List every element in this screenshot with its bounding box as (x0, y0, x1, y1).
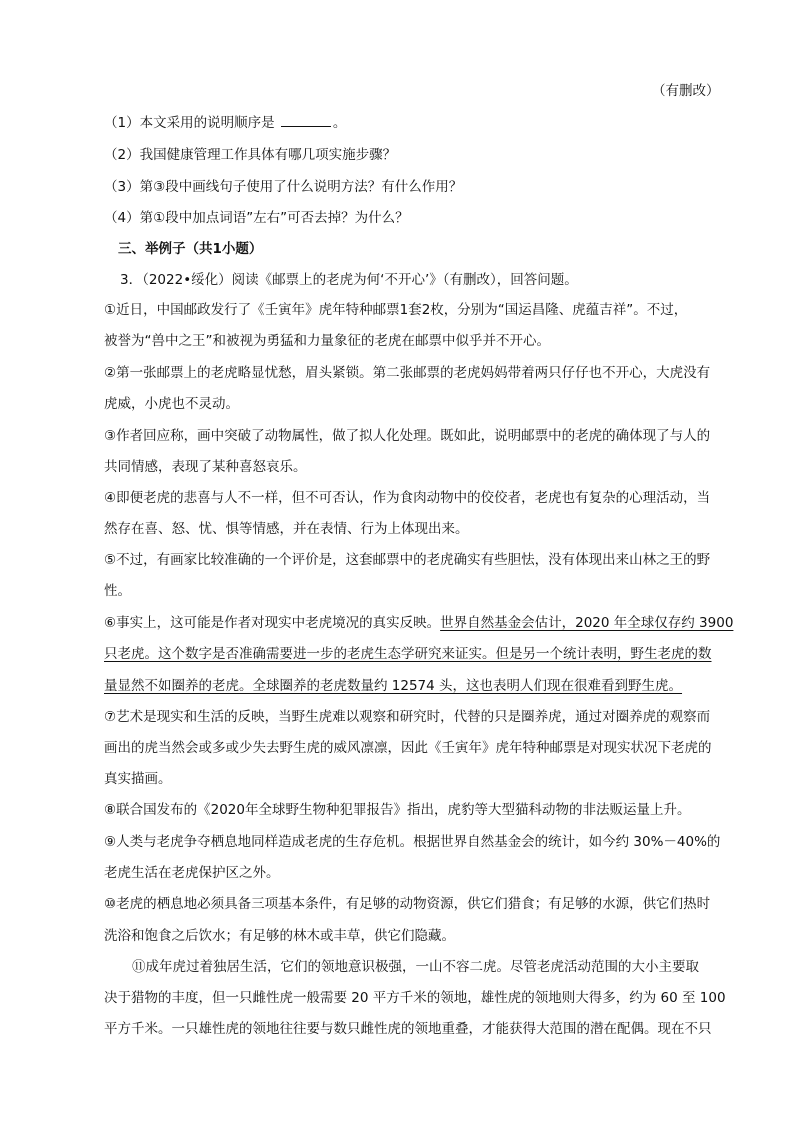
paragraph-10-line-1: ⑩老虎的栖息地必须具备三项基本条件，有足够的动物资源，供它们猎食；有足够的水源，供它们热时 (104, 896, 711, 912)
paragraph-9-line-2: 老虎生活在老虎保护区之外。 (104, 865, 280, 881)
paragraph-6-plain: ⑥事实上，这可能是作者对现实中老虎境况的真实反映。 (104, 615, 441, 631)
paragraph-5-line-2: 性。 (104, 583, 131, 599)
paragraph-11-line-2: 决于猎物的丰度，但一只雌性虎一般需要 20 平方千米的领地，雄性虎的领地则大得多，约为 60 至 100 (104, 990, 726, 1006)
paragraph-1-line-1: ①近日，中国邮政发行了《壬寅年》虎年特种邮票1套2枚，分别为“国运昌隆、虎蕴吉祥”。不过， (104, 302, 688, 318)
paragraph-4-line-2: 然存在喜、怒、忧、惧等情感，并在表情、行为上体现出来。 (104, 521, 469, 537)
section-heading: 三、举例子（共1小题） (118, 241, 263, 257)
paragraph-3-line-2: 共同情感，表现了某种喜怒哀乐。 (104, 459, 307, 475)
question-1-text: （1）本文采用的说明顺序是 (104, 115, 279, 131)
paragraph-6-line-2: 只老虎。这个数字是否准确需要进一步的老虎生态学研究来证实。但是另一个统计表明，野生老虎的数 (104, 646, 712, 662)
paragraph-11-line-3: 平方千米。一只雄性虎的领地往往要与数只雌性虎的领地重叠，才能获得大范围的潜在配偶。现在不只 (104, 1021, 712, 1037)
paragraph-10-line-2: 洗浴和饱食之后饮水；有足够的林木或丰草，供它们隐藏。 (104, 928, 455, 944)
paragraph-11-line-1: ⑪成年虎过着独居生活，它们的领地意识极强，一山不容二虎。尽管老虎活动范围的大小主要取 (132, 959, 699, 975)
paragraph-2-line-2: 虎威，小虎也不灵动。 (104, 396, 239, 412)
question-1 (104, 113, 346, 133)
paragraph-3-line-1: ③作者回应称，画中突破了动物属性，做了拟人化处理。既如此，说明邮票中的老虎的确体现了与人的 (104, 428, 711, 444)
paragraph-1-line-2: 被誉为“兽中之王”和被视为勇猛和力量象征的老虎在邮票中似乎并不开心。 (104, 333, 550, 349)
q3-intro: 3．（2022•绥化）阅读《邮票上的老虎为何‘不开心’》（有删改），回答问题。 (120, 272, 578, 288)
edit-note: （有删改） (652, 83, 720, 99)
paragraph-6-line-3: 量显然不如圈养的老虎。全球圈养的老虎数量约 12574 头，这也表明人们现在很难看到野生虎。 (104, 678, 683, 694)
question-1-end: 。 (332, 115, 347, 131)
question-2: （2）我国健康管理工作具体有哪几项实施步骤？ (104, 147, 397, 163)
paragraph-5-line-1: ⑤不过，有画家比较准确的一个评价是，这套邮票中的老虎确实有些胆怯，没有体现出来山林之王的野 (104, 552, 711, 568)
paragraph-2-line-1: ②第一张邮票上的老虎略显忧愁，眉头紧锁。第二张邮票的老虎妈妈带着两只仔仔也不开心，大虎没有 (104, 365, 711, 381)
paragraph-8-line-1: ⑧联合国发布的《2020年全球野生物种犯罪报告》指出，虎豹等大型猫科动物的非法贩运量上升。 (104, 802, 691, 818)
paragraph-6-line-1 (104, 613, 733, 633)
paragraph-9-line-1: ⑨人类与老虎争夺栖息地同样造成老虎的生存危机。根据世界自然基金会的统计，如今约 30%－40%的 (104, 834, 721, 850)
underlined-sentence: 世界自然基金会估计，2020 年全球仅存约 3900 (440, 615, 734, 631)
paragraph-4-line-1: ④即便老虎的悲喜与人不一样，但不可否认，作为食肉动物中的佼佼者，老虎也有复杂的心理活动，当 (104, 490, 711, 506)
question-3: （3）第③段中画线句子使用了什么说明方法？有什么作用？ (104, 179, 463, 195)
paragraph-7-line-3: 真实描画。 (104, 771, 172, 787)
paragraph-7-line-1: ⑦艺术是现实和生活的反映，当野生虎难以观察和研究时，代替的只是圈养虎，通过对圈养虎的观察而 (104, 709, 711, 725)
question-4: （4）第①段中加点词语”左右”可否去掉？为什么？ (104, 210, 409, 226)
paragraph-7-line-2: 画出的虎当然会或多或少失去野生虎的威风凛凛，因此《壬寅年》虎年特种邮票是对现实状况下老虎的 (104, 740, 712, 756)
answer-blank[interactable] (281, 114, 331, 127)
